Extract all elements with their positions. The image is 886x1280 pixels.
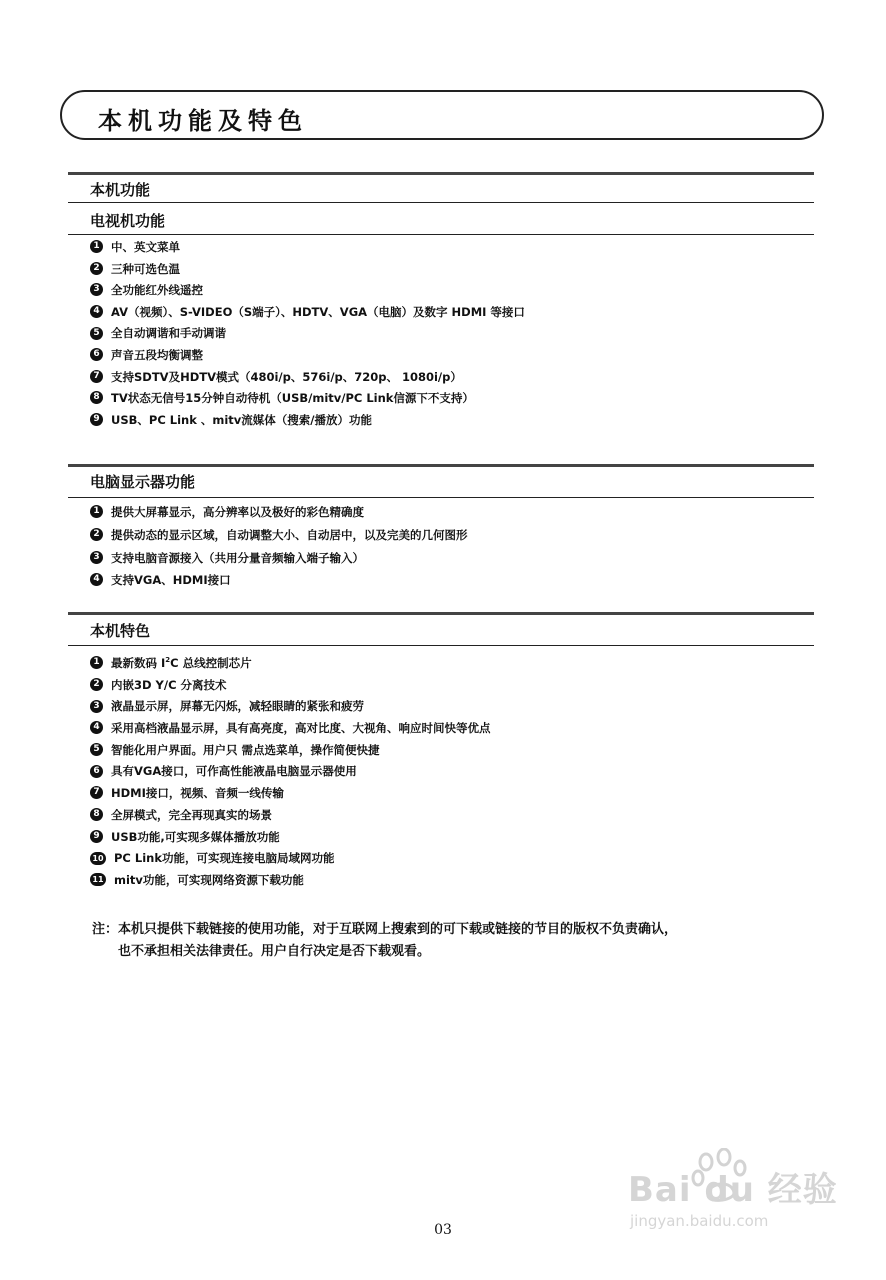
- number-badge: 1: [90, 505, 103, 518]
- list-item: [90, 547, 468, 570]
- list-item-text: 全功能红外线遥控: [111, 283, 203, 298]
- list-item: [90, 870, 491, 892]
- list-item: [90, 675, 491, 697]
- section-heading-features: 本机功能: [90, 181, 151, 199]
- list-item: [90, 259, 525, 281]
- list-item-text: USB、PC Link 、mitv流媒体（搜索/播放）功能: [111, 412, 372, 427]
- section-divider: [68, 464, 814, 467]
- list-item-text: USB功能,可实现多媒体播放功能: [111, 829, 280, 844]
- note-line-1: 注：本机只提供下载链接的使用功能，对于互联网上搜索到的可下载或链接的节目的版权不负责确认，: [92, 922, 678, 937]
- section-divider: [68, 234, 814, 235]
- list-item: [90, 569, 468, 592]
- number-badge: 5: [90, 743, 103, 756]
- number-badge: 7: [90, 370, 103, 383]
- number-badge: 1: [90, 656, 103, 669]
- list-item: [90, 718, 491, 740]
- section-heading-highlights: 本机特色: [90, 622, 151, 640]
- number-badge: 2: [90, 528, 103, 541]
- number-badge: 3: [90, 551, 103, 564]
- number-badge: 8: [90, 391, 103, 404]
- list-item: [90, 410, 525, 432]
- list-item: [90, 696, 491, 718]
- list-item: [90, 848, 491, 870]
- list-item-text: 全自动调谐和手动调谐: [111, 326, 226, 341]
- section-divider: [68, 497, 814, 498]
- list-item-text: AV（视频）、S-VIDEO（S端子）、HDTV、VGA（电脑）及数字 HDMI 等接口: [111, 304, 525, 319]
- number-badge: 6: [90, 765, 103, 778]
- list-item-text: 提供动态的显示区域，自动调整大小、自动居中，以及完美的几何图形: [111, 527, 468, 542]
- list-item: [90, 302, 525, 324]
- number-badge: 2: [90, 678, 103, 691]
- watermark-brand: Bai du 经验: [628, 1170, 838, 1210]
- list-item: [90, 783, 491, 805]
- list-item: [90, 367, 525, 389]
- number-badge: 1: [90, 240, 103, 253]
- highlight-feature-list: [90, 653, 491, 892]
- list-item: [90, 805, 491, 827]
- section-divider: [68, 202, 814, 203]
- section-divider: [68, 612, 814, 615]
- section-heading-monitor: 电脑显示器功能: [90, 473, 196, 491]
- number-badge: 4: [90, 573, 103, 586]
- section-divider: [68, 172, 814, 175]
- page-number: 03: [434, 1222, 452, 1238]
- list-item: [90, 827, 491, 849]
- note-line-2: 也不承担相关法律责任。用户自行决定是否下载观看。: [118, 944, 431, 959]
- number-badge: 9: [90, 413, 103, 426]
- list-item-text: 内嵌3D Y/C 分离技术: [111, 677, 227, 692]
- list-item-text: 采用高档液晶显示屏，具有高亮度，高对比度、大视角、响应时间快等优点: [111, 721, 491, 736]
- baidu-jingyan-watermark: [628, 1148, 838, 1248]
- number-badge: 2: [90, 262, 103, 275]
- list-item-text: 支持VGA、HDMI接口: [111, 573, 231, 588]
- number-badge: 6: [90, 348, 103, 361]
- list-item: [90, 761, 491, 783]
- list-item-text: 提供大屏幕显示，高分辨率以及极好的彩色精确度: [111, 505, 364, 520]
- disclaimer-note: [92, 919, 677, 963]
- list-item: [90, 388, 525, 410]
- list-item-text: HDMI接口，视频、音频一线传输: [111, 786, 284, 801]
- title-box: [60, 90, 824, 140]
- list-item-text: 支持SDTV及HDTV模式（480i/p、576i/p、720p、 1080i/p）: [111, 369, 462, 384]
- watermark-url: jingyan.baidu.com: [630, 1212, 769, 1230]
- number-badge: 3: [90, 283, 103, 296]
- number-badge: 3: [90, 700, 103, 713]
- number-badge: 8: [90, 808, 103, 821]
- list-item-text: 智能化用户界面。用户只 需点选菜单，操作简便快捷: [111, 742, 380, 757]
- list-item: [90, 653, 491, 675]
- tv-feature-list: [90, 237, 525, 431]
- list-item-text: 液晶显示屏，屏幕无闪烁，减轻眼睛的紧张和疲劳: [111, 699, 364, 714]
- list-item-text: TV状态无信号15分钟自动待机（USB/mitv/PC Link信源下不支持）: [111, 391, 474, 406]
- number-badge: 4: [90, 305, 103, 318]
- list-item-text: 具有VGA接口，可作高性能液晶电脑显示器使用: [111, 764, 357, 779]
- list-item: [90, 280, 525, 302]
- list-item-text: 支持电脑音源接入（共用分量音频输入端子输入）: [111, 550, 364, 565]
- number-badge: 9: [90, 830, 103, 843]
- monitor-feature-list: [90, 501, 468, 592]
- section-subheading-tv: 电视机功能: [90, 212, 166, 230]
- list-item: [90, 345, 525, 367]
- list-item: [90, 237, 525, 259]
- list-item: [90, 524, 468, 547]
- list-item-text: mitv功能，可实现网络资源下载功能: [114, 872, 304, 887]
- list-item-text: 最新数码 $I^2C$ 总线控制芯片: [111, 656, 252, 670]
- list-item-text: 三种可选色温: [111, 261, 180, 276]
- list-item-text: 声音五段均衡调整: [111, 347, 203, 362]
- list-item: [90, 740, 491, 762]
- number-badge: 7: [90, 786, 103, 799]
- number-badge: 4: [90, 721, 103, 734]
- number-badge: 10: [90, 852, 106, 865]
- number-badge: 11: [90, 873, 106, 886]
- number-badge: 5: [90, 327, 103, 340]
- list-item-text: 全屏模式，完全再现真实的场景: [111, 807, 272, 822]
- section-divider: [68, 645, 814, 646]
- list-item: [90, 323, 525, 345]
- page-title: 本机功能及特色: [98, 107, 308, 135]
- list-item-text: PC Link功能，可实现连接电脑局域网功能: [114, 851, 335, 866]
- list-item: [90, 501, 468, 524]
- list-item-text: 中、英文菜单: [111, 240, 180, 254]
